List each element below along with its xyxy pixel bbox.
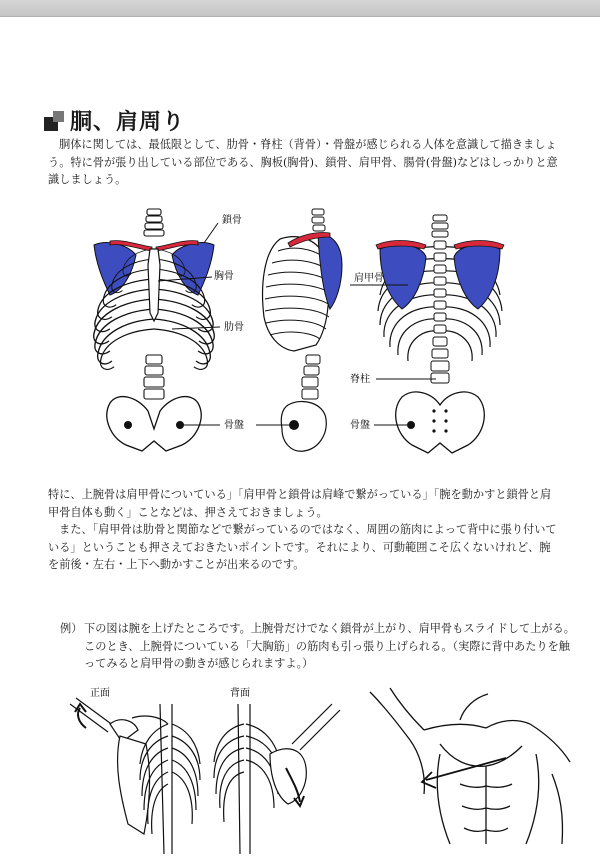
arm-raise-figure	[60, 684, 580, 854]
label-back-view: 背面	[230, 688, 250, 699]
side-skeleton	[263, 209, 342, 451]
label-front-view: 正面	[90, 688, 110, 699]
back-arm-raised	[214, 704, 340, 854]
heading-marker-icon	[44, 111, 64, 131]
label-scapula: 肩甲骨	[354, 273, 384, 284]
body-paragraph-1: 特に、上腕骨は肩甲骨についている」「肩甲骨と鎖骨は肩峰で繋がっている」「腕を動かすと鎖骨と肩甲骨自体も動く」ことなどは、押さえておきましょう。	[48, 488, 552, 519]
body-paragraph-2: また、「肩甲骨は肋骨と関節などで繋がっているのではなく、周囲の筋肉によって背中に張り付いている」ということも押さえておきたいポイントです。それにより、可動範囲こそ広くないけれど、腕を前後・左右・上下へ動かすことが出来るのです。	[48, 523, 557, 571]
example-label: 例）	[60, 622, 83, 635]
skeleton-figure	[80, 205, 530, 475]
label-sternum: 胸骨	[214, 271, 234, 282]
example-text: 下の図は腕を上げたところです。上腕骨だけでなく鎖骨が上がり、肩甲骨もスライドして上がる。このとき、上腕骨についている「大胸筋」の筋肉も引っ張り上げられる。（実際に背中あたりを触ってみると肩甲骨の動きが感じられますよ。）	[84, 622, 575, 670]
intro-paragraph: 胴体に関しては、最低限として、肋骨・脊柱（背骨）・骨盤が感じられる人体を意識して描きましょう。特に骨が張り出している部位である、胸板(胸骨)、鎖骨、肩甲骨、腸骨(骨盤)などはしっかりと意識しましょう。	[48, 138, 558, 186]
label-pelvis-back: 骨盤	[350, 420, 370, 431]
back-skeleton	[376, 215, 504, 453]
torso-muscle-sketch	[370, 688, 570, 844]
label-clavicle: 鎖骨	[222, 215, 242, 226]
front-arm-raised	[70, 698, 200, 854]
viewer-top-bar	[0, 0, 600, 17]
example-block	[60, 620, 580, 673]
section-heading	[44, 105, 185, 136]
label-pelvis-front: 骨盤	[224, 420, 244, 431]
section-title: 胴、肩周り	[70, 109, 186, 135]
front-skeleton	[94, 209, 215, 451]
label-spine: 脊柱	[350, 374, 370, 385]
label-ribs: 肋骨	[224, 322, 244, 333]
